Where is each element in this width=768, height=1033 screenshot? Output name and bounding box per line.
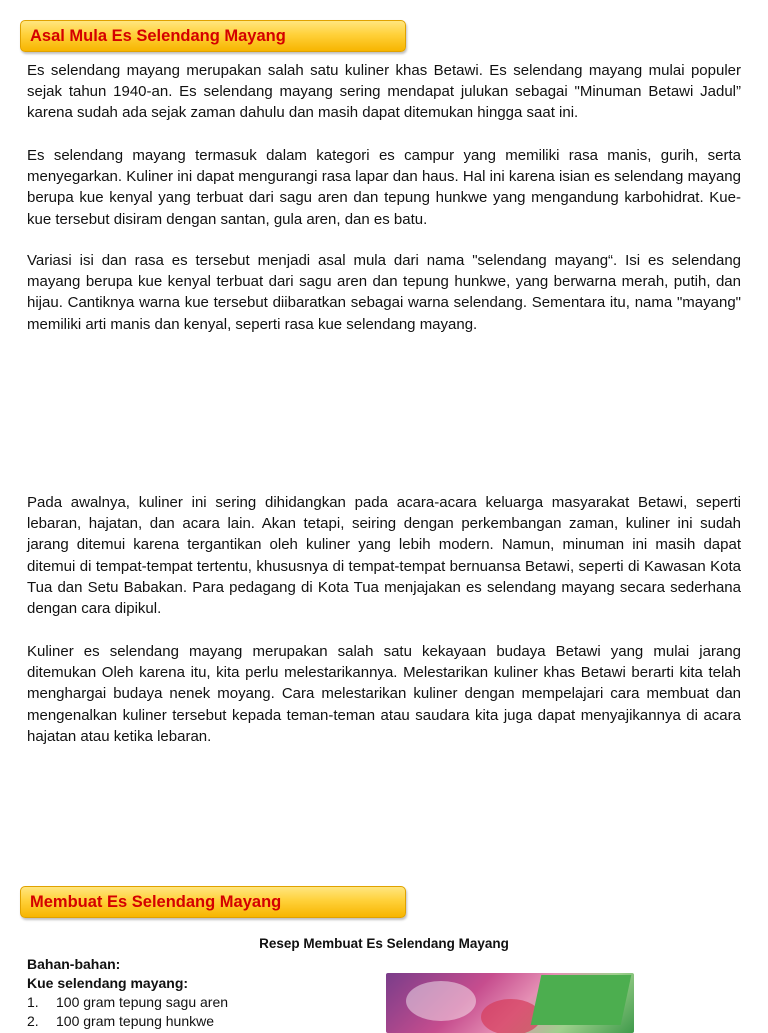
ingredient-text: 100 gram tepung hunkwe [56,1013,214,1029]
ingredient-item [27,1013,214,1029]
paragraph-1: Es selendang mayang merupakan salah satu kuliner khas Betawi. Es selendang mayang mulai populer sejak tahun 1940-an. Es selendang mayang sering mendapat julukan sebagai "Minuman Betawi Jadul” karena sudah ada sejak zaman dahulu dan masih dapat ditemukan hingga saat ini. [27,62,741,122]
ingredient-number: 2. [27,1013,39,1029]
ingredient-text: 100 gram tepung sagu aren [56,994,229,1010]
section-title-membuat: Membuat Es Selendang Mayang [20,886,406,918]
paragraph-2: Es selendang mayang termasuk dalam kategori es campur yang memiliki rasa manis, gurih, serta menyegarkan. Kuliner ini dapat mengurangi rasa lapar dan haus. Hal ini karena isian es selendang mayang berupa kue kenyal yang terbuat dari sagu aren dan tepung hunkwe yang mengandung karbohidrat. Kue-kue tersebut disiram dengan santan, gula aren, dan es batu. [27,147,741,228]
ingredient-item [27,994,228,1010]
section-title-asal-mula: Asal Mula Es Selendang Mayang [20,20,406,52]
paragraph-5: Kuliner es selendang mayang merupakan salah satu kekayaan budaya Betawi yang mulai jarang ditemukan Oleh karena itu, kita perlu melestarikannya. Melestarikan kuliner khas Betawi berarti kita telah menghargai budaya nenek moyang. Cara melestarikan kuliner dengan mempelajari cara membuat dan mengenalkan kuliner tersebut kepada teman-teman atau saudara kita juga dapat menyajikannya di acara hajatan atau ketika lebaran. [27,643,741,745]
recipe-title: Resep Membuat Es Selendang Mayang [259,936,509,951]
kue-label: Kue selendang mayang: [27,975,189,991]
ingredient-number: 1. [27,994,39,1010]
ingredients-label: Bahan-bahan: [27,956,121,972]
paragraph-4: Pada awalnya, kuliner ini sering dihidangkan pada acara-acara keluarga masyarakat Betawi, seperti lebaran, hajatan, dan acara lain. Akan tetapi, seiring dengan perkembangan zaman, kuliner ini sudah jarang ditemui karena tergantikan oleh kuliner yang lebih modern. Namun, minuman ini masih dapat ditemui di tempat-tempat tertentu, khususnya di tempat-tempat bernuansa Betawi, seperti di Kawasan Kota Tua dan Setu Babakan. Para pedagang di Kota Tua menjajakan es selendang mayang secara sederhana dengan cara dipikul. [27,494,741,618]
es-selendang-mayang-photo [386,973,634,1033]
paragraph-3: Variasi isi dan rasa es tersebut menjadi asal mula dari nama "selendang mayang“. Isi es selendang mayang berupa kue kenyal terbuat dari sagu aren dan tepung hunkwe, yang berwarna merah, putih, dan hijau. Cantiknya warna kue tersebut diibaratkan sebagai warna selendang. Sementara itu, nama "mayang" memiliki arti manis dan kenyal, seperti rasa kue selendang mayang. [27,252,741,333]
